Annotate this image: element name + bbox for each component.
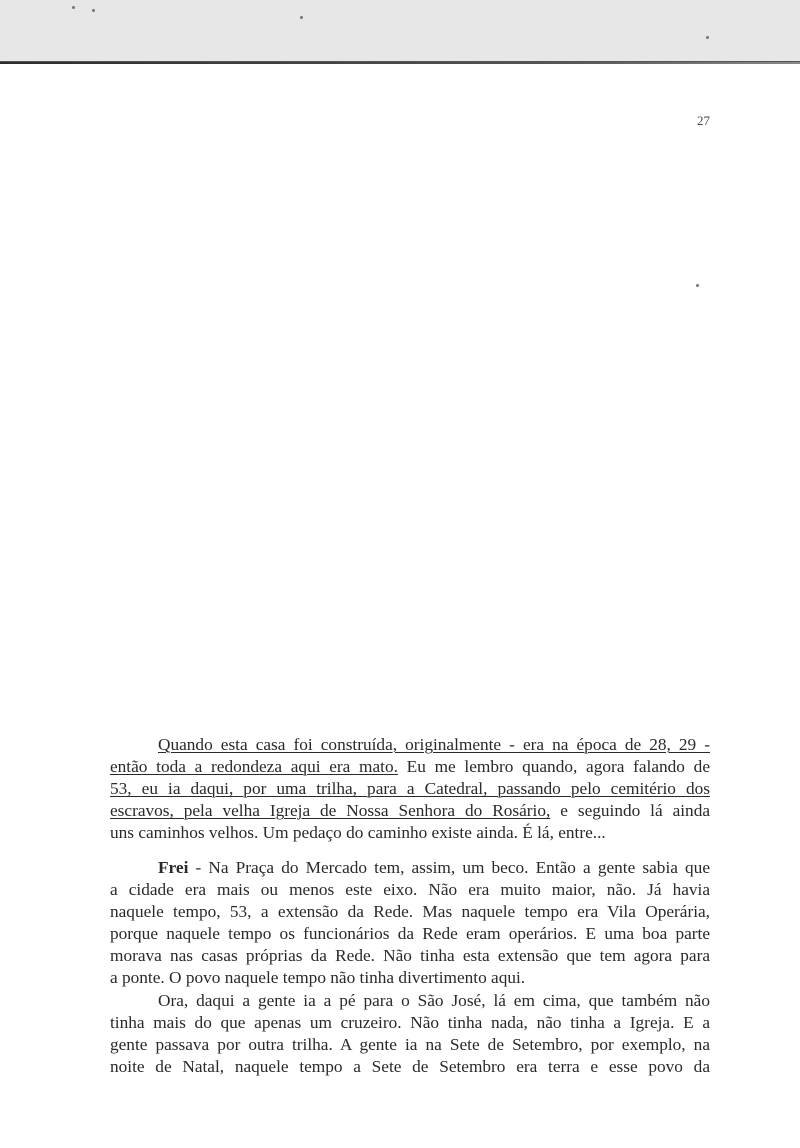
paragraph-line: Ora, daqui a gente ia a pé para o São José, lá em cima, que também não [158,990,710,1010]
paragraph-line [110,756,710,778]
paragraph-line: a cidade era mais ou menos este eixo. Não era muito maior, não. Já havia [110,880,710,900]
scan-edge-line [0,62,800,64]
paragraph-line: a ponte. O povo naquele tempo não tinha divertimento aqui. [110,968,526,988]
body-text: Eu me lembro quando, agora falando de [397,757,710,777]
paragraph-line: porque naquele tempo os funcionários da Rede eram operários. E uma boa parte [110,924,710,944]
paragraph-line: tinha mais do que apenas um cruzeiro. Não tinha nada, não tinha a Igreja. E a [110,1012,710,1032]
paragraph-line: gente passava por outra trilha. A gente ia na Sete de Setembro, por exemplo, na [110,1034,710,1054]
speaker-label: Frei [158,858,189,877]
paragraph-line: morava nas casas próprias da Rede. Não tinha esta extensão que tem agora para [110,946,710,966]
underlined-text: 53, eu ia daqui, por uma trilha, para a Catedral, passando pelo cemitério dos [110,779,710,799]
paragraph-line: naquele tempo, 53, a extensão da Rede. Mas naquele tempo era Vila Operária, [110,902,710,922]
body-text: - Na Praça do Mercado tem, assim, um beco. Então a gente sabia que [188,858,710,877]
paragraph-line: noite de Natal, naquele tempo a Sete de Setembro era terra e esse povo da [110,1056,710,1076]
paragraph-2 [110,857,710,1078]
scan-speck [92,9,95,12]
scan-speck [72,6,75,9]
underlined-text: então toda a redondeza aqui era mato. [110,757,398,777]
underlined-text: escravos, pela velha Igreja de Nossa Senhora do Rosário, [110,801,551,821]
paragraph-line [110,778,710,800]
scan-speck [696,284,699,287]
paragraph-1 [110,734,710,844]
underlined-text: Quando esta casa foi construída, originalmente - era na época de 28, 29 - [158,735,710,754]
paragraph-line [110,857,710,879]
scan-speck [300,16,303,19]
body-text: e seguindo lá ainda [550,801,711,821]
paragraph-line [110,800,710,822]
scan-speck [706,36,709,39]
paragraph-line: uns caminhos velhos. Um pedaço do caminho existe ainda. É lá, entre... [110,823,606,843]
page-number: 27 [697,113,710,128]
paragraph-line [110,734,710,756]
